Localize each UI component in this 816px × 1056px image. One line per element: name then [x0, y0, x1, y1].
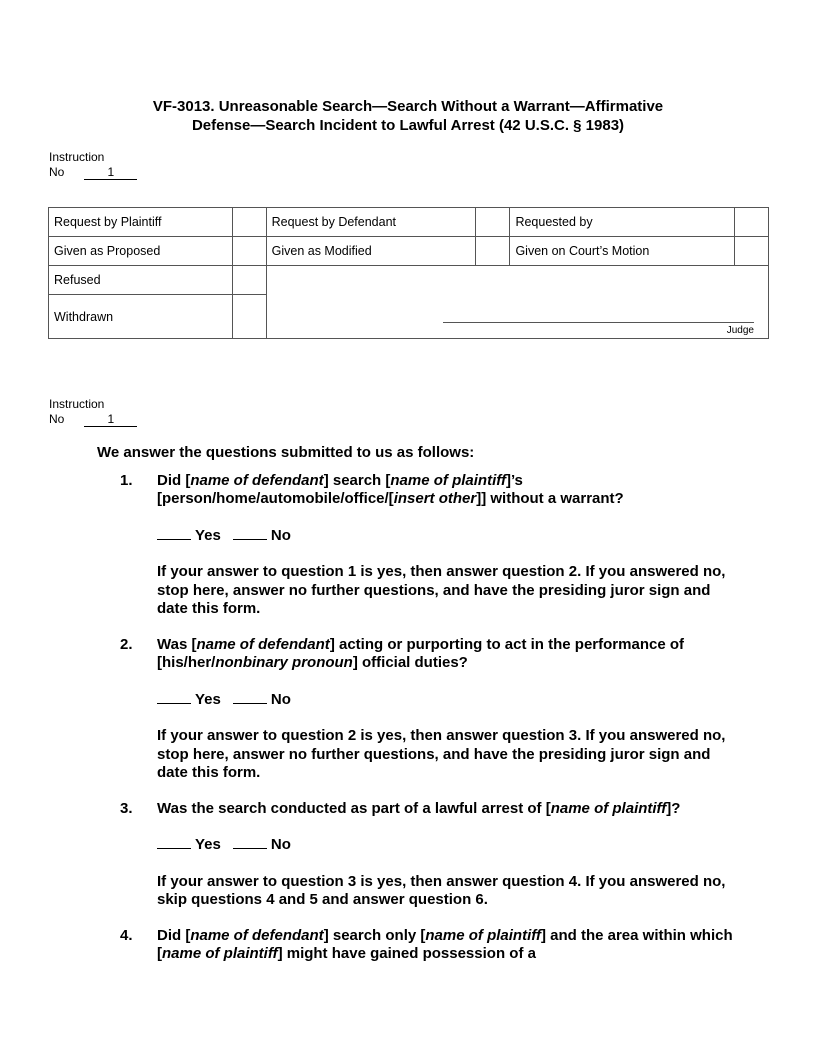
placeholder-text: name of defendant	[196, 635, 330, 653]
question-text-segment: ] acting or purporting to act in the performance of [his/her/	[157, 635, 684, 671]
yes-blank[interactable]	[157, 527, 191, 540]
question-number: 1.	[120, 471, 133, 489]
question-text-segment: ]] without a warrant?	[476, 490, 624, 507]
question-text-segment: Did [	[157, 926, 191, 944]
question-instruction: If your answer to question 3 is yes, then answer question 4. If you answered no, skip questions 4 and 5 and answer question 6.	[157, 872, 726, 908]
yes-no-answer	[157, 527, 737, 546]
request-by-defendant-label: Request by Defendant	[266, 208, 476, 237]
yes-no-answer	[157, 691, 737, 710]
placeholder-text: name of plaintiff	[162, 945, 278, 962]
document-title	[0, 97, 816, 135]
instruction-number-top	[49, 150, 137, 180]
title-line-2: Defense—Search Incident to Lawful Arrest (42 U.S.C. § 1983)	[191, 117, 625, 134]
judge-signature-cell[interactable]	[266, 266, 768, 339]
no-label: No	[270, 836, 291, 853]
placeholder-text: name of plaintiff	[550, 799, 667, 817]
no-blank[interactable]	[233, 527, 267, 540]
question-text	[157, 927, 737, 964]
no-blank[interactable]	[233, 836, 267, 849]
placeholder-text: nonbinary pronoun	[215, 654, 353, 671]
question-3	[0, 800, 737, 910]
question-text-segment: Was the search conducted as part of a lawful arrest of [	[157, 799, 551, 817]
request-table	[48, 207, 769, 339]
instruction-label: Instruction	[49, 397, 105, 411]
question-instruction: If your answer to question 2 is yes, then answer question 3. If you answered no, stop here, answer no further questions, and have the presiding juror sign and date this form.	[157, 727, 726, 781]
verdict-form-body	[0, 444, 816, 981]
question-text-segment: ]?	[666, 799, 681, 817]
yes-label: Yes	[195, 690, 221, 708]
instruction-number: 1	[84, 166, 137, 180]
placeholder-text: name of plaintiff	[390, 471, 506, 489]
given-on-courts-motion-box[interactable]	[735, 237, 769, 266]
question-text	[157, 800, 737, 819]
instruction-label: Instruction	[49, 150, 105, 164]
judge-label: Judge	[726, 325, 754, 336]
question-number: 4.	[120, 926, 133, 944]
yes-label: Yes	[195, 836, 221, 853]
intro-text: We answer the questions submitted to us as follows:	[97, 444, 475, 461]
question-text-segment: ] search [	[323, 471, 391, 489]
given-as-modified-box[interactable]	[476, 237, 510, 266]
no-blank[interactable]	[233, 691, 267, 704]
question-text	[157, 636, 737, 673]
yes-blank[interactable]	[157, 691, 191, 704]
no-label: No	[49, 165, 65, 179]
instruction-number-bottom	[49, 397, 137, 427]
withdrawn-label: Withdrawn	[49, 295, 233, 339]
given-as-modified-label: Given as Modified	[266, 237, 476, 266]
request-by-defendant-box[interactable]	[476, 208, 510, 237]
refused-box[interactable]	[232, 266, 266, 295]
question-text	[157, 472, 737, 509]
requested-by-box[interactable]	[735, 208, 769, 237]
question-instruction: If your answer to question 1 is yes, then answer question 2. If you answered no, stop here, answer no further questions, and have the presiding juror sign and date this form.	[157, 563, 726, 617]
question-text-segment: ] might have gained possession of a	[277, 945, 536, 962]
question-4	[0, 927, 737, 964]
no-label: No	[270, 526, 291, 544]
yes-no-answer	[157, 836, 737, 855]
question-number: 2.	[120, 635, 133, 653]
instruction-number: 1	[84, 413, 137, 427]
placeholder-text: name of defendant	[190, 926, 324, 944]
yes-blank[interactable]	[157, 836, 191, 849]
given-on-courts-motion-label: Given on Court’s Motion	[510, 237, 735, 266]
request-by-plaintiff-label: Request by Plaintiff	[49, 208, 233, 237]
requested-by-label: Requested by	[510, 208, 735, 237]
placeholder-text: insert other	[393, 490, 477, 507]
placeholder-text: name of plaintiff	[425, 926, 541, 944]
title-line-1: VF-3013. Unreasonable Search—Search Without a Warrant—Affirmative	[152, 98, 664, 115]
question-text-segment: ] search only [	[323, 926, 426, 944]
question-text-segment: Did [	[157, 471, 191, 489]
given-as-proposed-box[interactable]	[232, 237, 266, 266]
refused-label: Refused	[49, 266, 233, 295]
question-text-segment: ] and the area within which [	[157, 926, 733, 962]
question-2	[0, 636, 737, 783]
placeholder-text: name of defendant	[190, 471, 324, 489]
yes-label: Yes	[195, 526, 221, 544]
withdrawn-box[interactable]	[232, 295, 266, 339]
question-text-segment: ] official duties?	[352, 654, 468, 671]
judge-signature-line	[443, 322, 754, 323]
no-label: No	[49, 412, 65, 426]
question-1	[0, 472, 737, 619]
question-text-segment: Was [	[157, 635, 197, 653]
question-text-segment: ]’s [person/home/automobile/office/[	[157, 471, 523, 507]
question-number: 3.	[120, 799, 133, 817]
no-label: No	[270, 690, 291, 708]
request-by-plaintiff-box[interactable]	[232, 208, 266, 237]
given-as-proposed-label: Given as Proposed	[49, 237, 233, 266]
questions-list	[0, 472, 816, 964]
